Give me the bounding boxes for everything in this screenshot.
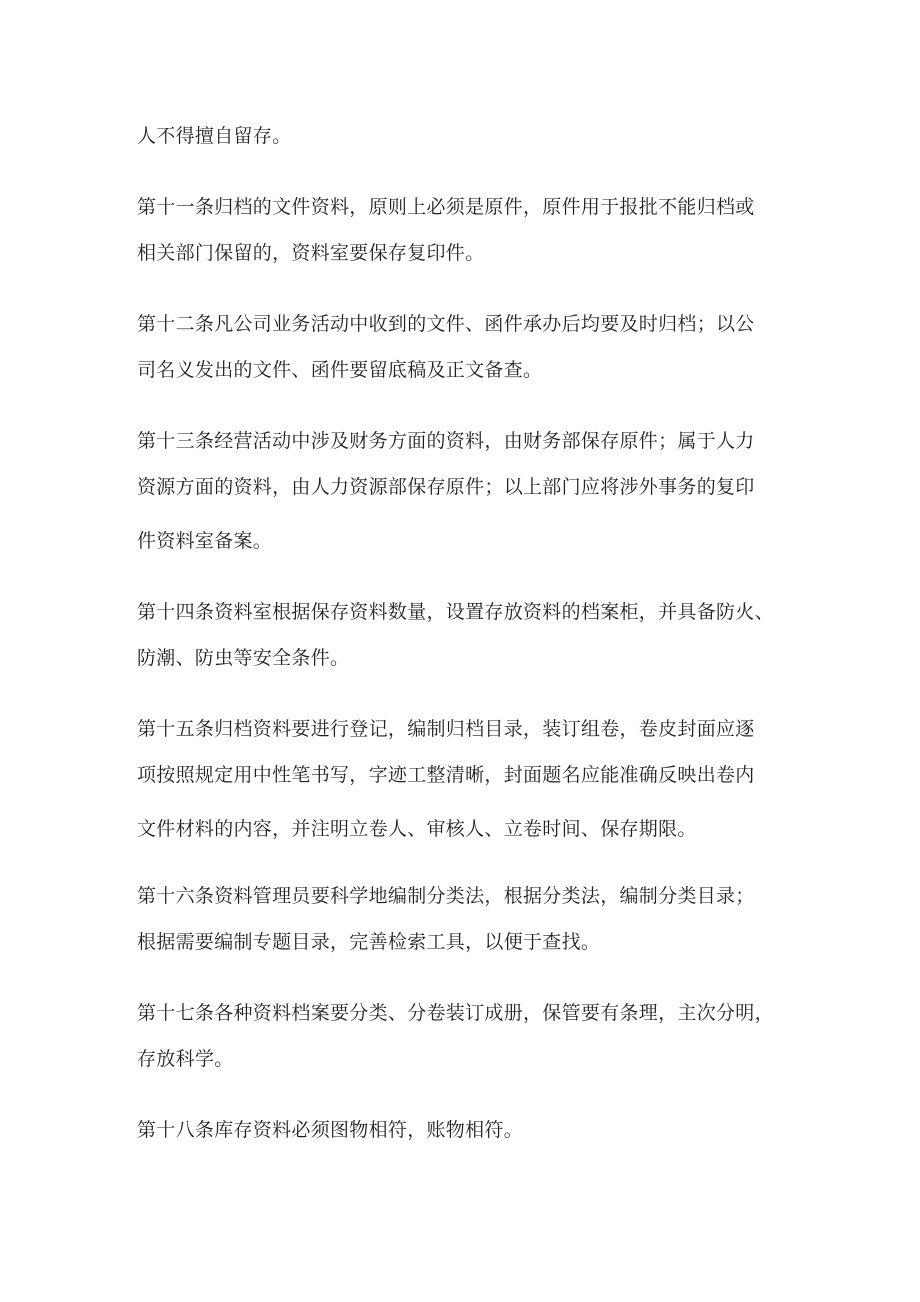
text-line: 项按照规定用中性笔书写，字迹工整清晰，封面题名应能准确反映出卷内	[137, 764, 755, 786]
text-line: 相关部门保留的，资料室要保存复印件。	[137, 242, 485, 264]
text-line: 存放科学。	[137, 1048, 234, 1070]
text-line: 第十六条资料管理员要科学地编制分类法，根据分类法，编制分类目录；	[137, 885, 755, 907]
text-line: 文件材料的内容，并注明立卷人、审核人、立卷时间、保存期限。	[137, 818, 697, 840]
text-line: 第十四条资料室根据保存资料数量，设置存放资料的档案柜，并具备防火、	[137, 601, 774, 623]
text-line: 资源方面的资料，由人力资源部保存原件；以上部门应将涉外事务的复印	[137, 476, 755, 498]
text-line: 司名义发出的文件、函件要留底稿及正文备查。	[137, 359, 543, 381]
text-line: 防潮、防虫等安全条件。	[137, 647, 350, 669]
text-line: 第十三条经营活动中涉及财务方面的资料，由财务部保存原件；属于人力	[137, 430, 755, 452]
text-line: 根据需要编制专题目录，完善检索工具，以便于查找。	[137, 931, 601, 953]
text-line: 第十五条归档资料要进行登记，编制归档目录，装订组卷，卷皮封面应逐	[137, 718, 755, 740]
text-line: 第十一条归档的文件资料，原则上必须是原件，原件用于报批不能归档或	[137, 196, 755, 218]
text-line: 第十八条库存资料必须图物相符，账物相符。	[137, 1119, 524, 1141]
text-line: 第十二条凡公司业务活动中收到的文件、函件承办后均要及时归档；以公	[137, 313, 755, 335]
text-line: 件资料室备案。	[137, 530, 273, 552]
text-line: 第十七条各种资料档案要分类、分卷装订成册，保管要有条理，主次分明，	[137, 1002, 774, 1024]
text-line: 人不得擅自留存。	[137, 125, 292, 147]
